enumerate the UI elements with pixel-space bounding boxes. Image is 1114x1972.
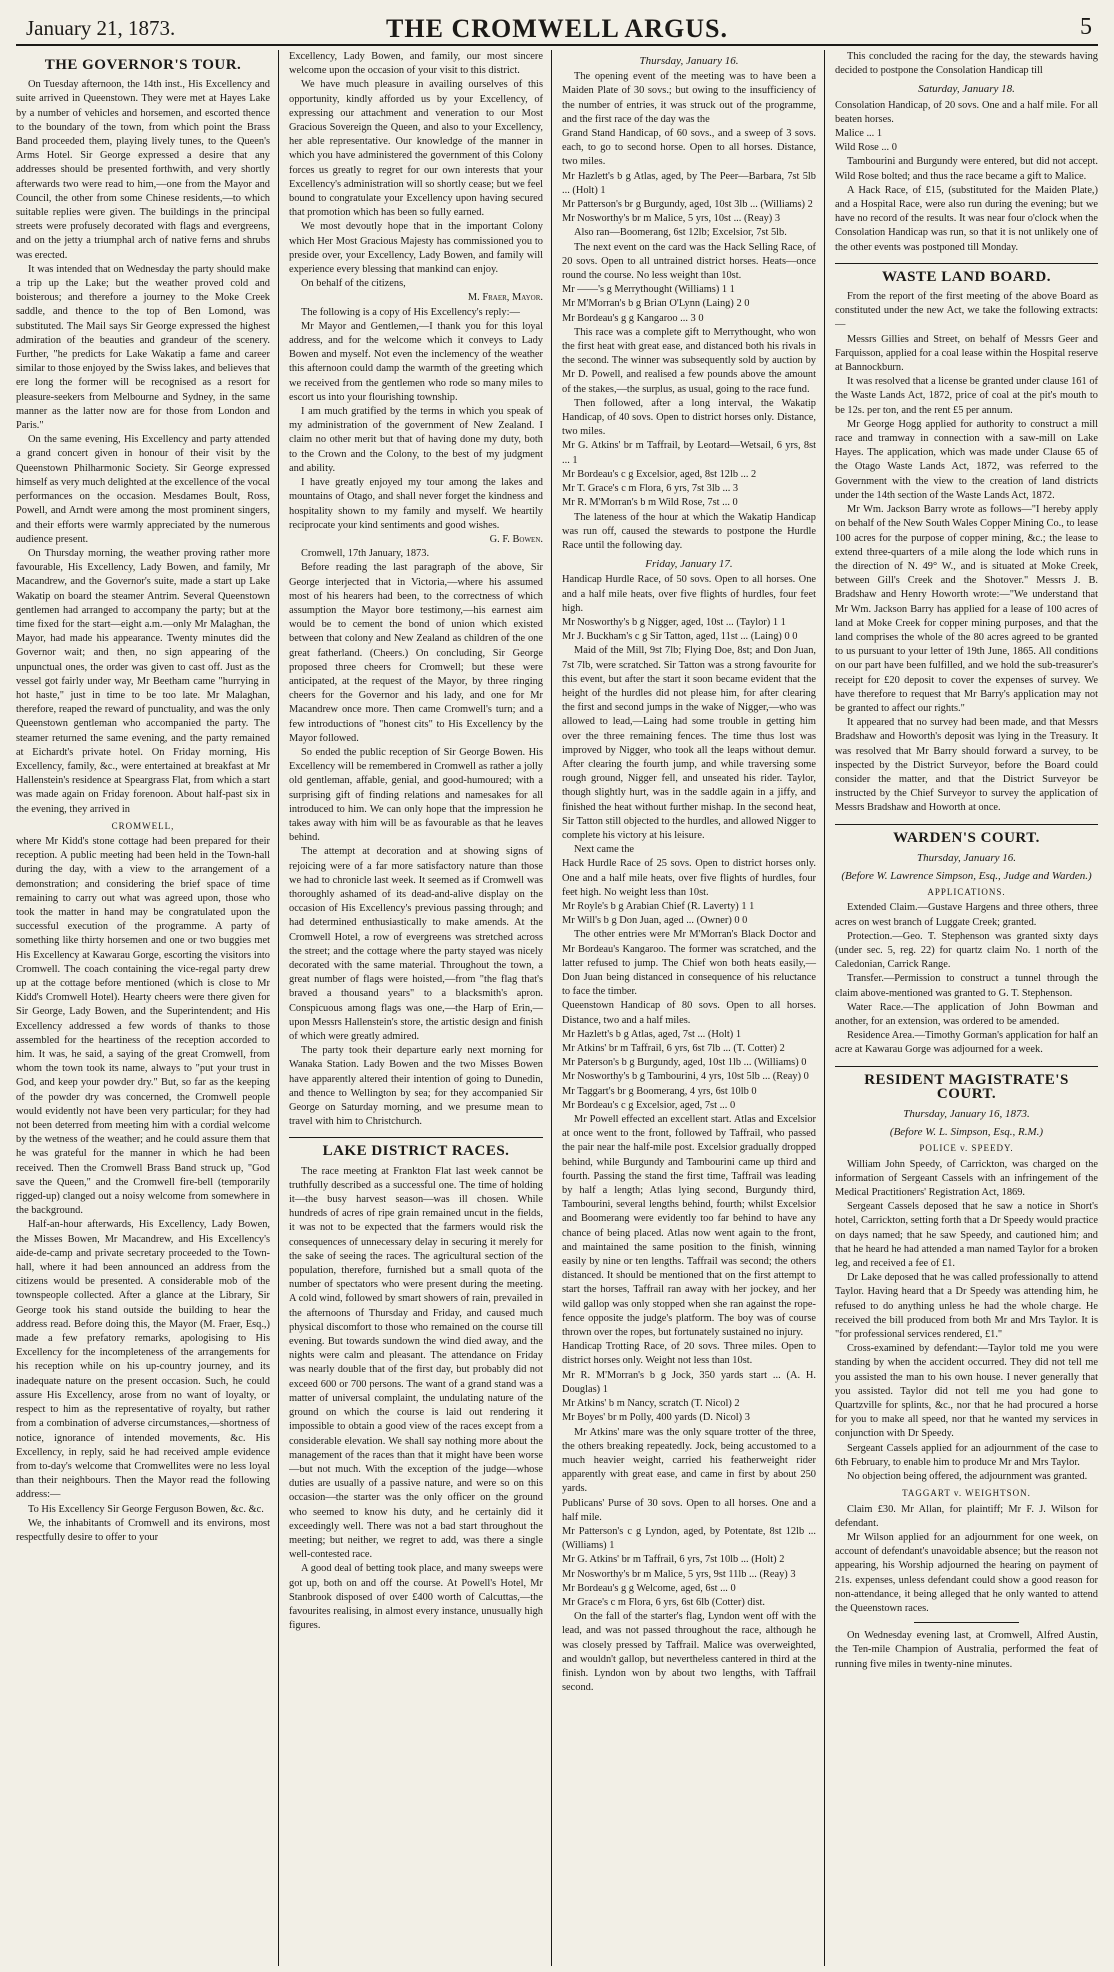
race-result: Mr Hazlett's b g Atlas, aged, 7st ... (Holt) 1 xyxy=(562,1028,742,1040)
paragraph: Mr Wilson applied for an adjournment for one week, on account of defendant's unavoidable absence; but the reason not appearing, his Worship adjourned the hearing on payment of 21s. expenses, unless defendant could show a good reason for non-attendance, it being alleged that he only wanted to attend the Queenstown races. xyxy=(835,1531,1098,1614)
race-result: Mr ——'s g Merrythought (Williams) 1 1 xyxy=(562,284,735,296)
paragraph: The opening event of the meeting was to have been a Maiden Plate of 30 sovs.; but owing to the insufficiency of the number of entries, it was struck out of the programme, and the first race of the day was the xyxy=(562,71,816,125)
masthead xyxy=(16,12,1098,46)
race-result: Mr Bordeau's g g Kangaroo ... 3 0 xyxy=(562,312,704,324)
article-columns xyxy=(16,50,1098,1966)
race-result: Mr Grace's c m Flora, 6 yrs, 6st 6lb (Cotter) dist. xyxy=(562,1596,766,1608)
paragraph: Handicap Trotting Race, of 20 sovs. Three miles. Open to district horses only. Weight not less than 10st. xyxy=(562,1341,816,1367)
paragraph: Sergeant Cassels deposed that he saw a notice in Short's hotel, Carrickton, setting forth that a Dr Speedy would practice on days named; that he saw Speedy, and cautioned him; and that he heard he had attended a man named Taylor for a broken leg, and received a fee of £1. xyxy=(835,1201,1098,1270)
paragraph: Mr Atkins' mare was the only square trotter of the three, the others breaking repeatedly. Jock, being accustomed to a much heavier weight, carried his featherweight rider apparently with great ease, and came in first by about 250 yards. xyxy=(562,1426,816,1495)
subheading-applications: APPLICATIONS. xyxy=(927,887,1006,898)
subheading-cromwell: CROMWELL, xyxy=(111,820,175,831)
paragraph: So ended the public reception of Sir George Bowen. His Excellency will be remembered in Cromwell as rather a jolly old gentleman, affable, genial, and good-humoured; with a surprising gift of finding relations and namesakes for all introduced to him. We can only hope that the impression he takes away with him will be as favourable as that he leaves behind. xyxy=(289,746,543,844)
case-title: POLICE v. SPEEDY. xyxy=(919,1143,1014,1154)
paragraph: Before reading the last paragraph of the above, Sir George interjected that in Victoria,—where his assumed most of his hearers had been, to the correctness of which assumption the Mayor bore testimony,—his earnest aim would be to cement the bond of union which existed between that colony and New Zealand as children of the one great fatherland. (Cheers.) On concluding, Sir George proposed three cheers for Cromwell; but these were anticipated, at the request of the Mayor, by three ringing cheers for the Governor and his lady, and one for Mr Macandrew once more. Then came Cromwell's turn; and a few introductions of "honest cits" to His Excellency by the Mayor followed. xyxy=(289,562,543,744)
paragraph: I am much gratified by the terms in which you speak of my administration of the government of New Zealand. I claim no other merit but that of having done my duty, both to the Crown and the Colony, to the best of my judgment and ability. xyxy=(289,406,543,474)
race-result: Mr Atkins' br m Taffrail, 6 yrs, 6st 7lb ... (T. Cotter) 2 xyxy=(562,1043,785,1055)
race-result: Mr Nosworthy's b g Nigger, aged, 10st ... (Taylor) 1 1 xyxy=(562,616,786,628)
race-result: Mr Nosworthy's br m Malice, 5 yrs, 10st ... (Reay) 3 xyxy=(562,213,781,225)
race-result: Mr Will's b g Don Juan, aged ... (Owner) 0 0 xyxy=(562,915,748,927)
signature: G. F. Bowen. xyxy=(489,533,543,545)
paragraph: Extended Claim.—Gustave Hargens and three others, three acres on west branch of Luggate Creek; granted. xyxy=(835,902,1098,928)
paragraph: Messrs Gillies and Street, on behalf of Messrs Geer and Farquisson, applied for a coal lease within the Hospital reserve at Bannockburn. xyxy=(835,333,1098,374)
race-result: Mr Atkins' b m Nancy, scratch (T. Nicol) 2 xyxy=(562,1398,740,1410)
race-result: Mr Bordeau's c g Excelsior, aged, 8st 12lb ... 2 xyxy=(562,468,757,480)
paragraph: On the same evening, His Excellency and party attended a grand concert given in honour of their visit by the Queenstown Philharmonic Society. Sir George expressed himself as very much delighted at the excellence of the vocal performances on the occasion. Mesdames Boult, Ross, Powell, and Arndt were among the most prominent singers, and their efforts were warmly appreciated by the numerous audience present. xyxy=(16,434,270,545)
paragraph: The lateness of the hour at which the Wakatip Handicap was run off, caused the stewards to postpone the Hurdle Race until the following day. xyxy=(562,511,816,551)
race-result: Wild Rose ... 0 xyxy=(835,142,897,154)
page-number: 5 xyxy=(1080,14,1092,40)
address-salutation: To His Excellency Sir George Ferguson Bowen, &c. &c. xyxy=(28,1503,264,1515)
paragraph: This race was a complete gift to Merrythought, who won the first heat with great ease, and distanced both his rivals in the second. The winner was subsequently sold by auction by Mr D. Powell, and realised a few pounds above the amount of the stakes,—the surplus, as usual, going to the race fund. xyxy=(562,326,816,395)
article-heading-governors-tour: THE GOVERNOR'S TOUR. xyxy=(44,57,242,73)
paragraph: The race meeting at Frankton Flat last week cannot be truthfully described as a successful one. The time of holding it—the busy harvest season—was ill chosen. While hundreds of acres of ripe grain remained uncut in the fields, it was not to be expected that the farmers would risk the consequences of unnecessary delay in securing it merely for the sake of seeing the races. The agricultural section of the population, therefore, furnished but a small quota of the number of spectators who were present during the meeting. A cold wind, followed by smart showers of rain, prevailed in the afternoons of Thursday and Friday, and caused much physical discomfort to those who remained on the course till evening. But towards sundown the wind died away, and the nights were calm and pleasant. The attendance on Friday was nearly double that of the first day, but probably did not exceed 600 or 700 persons. The want of a grand stand was a matter of universal complaint, the undulating nature of the ground on which the course is laid out rendering it impossible to obtain a good view of the races except from a considerable elevation. We shall say nothing more about the management of the races than that it might have been worse—but not much. With the exception of the judge—whose duties are usually of a passive nature, and were so on this occasion—the starter was the only officer on the ground who seemed to know his duty, and he certainly did it exceedingly well. There was not a bad start throughout the meeting; but neither, we regret to add, was there a single well-contested race. xyxy=(289,1165,543,1561)
paragraph: Queenstown Handicap of 80 sovs. Open to all horses. Distance, two and a half miles. xyxy=(562,1000,816,1026)
paragraph: On Wednesday evening last, at Cromwell, Alfred Austin, the Ten-mile Champion of Australia, performed the feat of running five miles in twenty-nine minutes. xyxy=(835,1630,1098,1670)
paragraph: Tambourini and Burgundy were entered, but did not accept. Wild Rose bolted; and thus the race became a gift to Malice. xyxy=(835,156,1098,182)
court-date: Thursday, January 16. xyxy=(917,851,1016,864)
race-day-heading: Saturday, January 18. xyxy=(918,83,1015,96)
paragraph: Hack Hurdle Race of 25 sovs. Open to district horses only. One and a half mile heats, over five flights of hurdles, four feet high. No weight less than 10st. xyxy=(562,858,816,898)
paragraph: It was intended that on Wednesday the party should make a trip up the Lake; but the weather proved cold and boisterous; and therefore a journey to the Moke Creek saddle, and thence to the top of Ben Lomond, was substituted. The Mail says Sir George expressed the highest admiration of the beauties and grandeur of the scenery. Further, "he predicts for Lake Wakatip a fame and career similar to those enjoyed by the Swiss lakes, and believes that ere long the former will be recognised as a resort for pleasure-seekers from Melbourne and Sydney, in the same manner as the latter now are for those from London and Paris." xyxy=(16,263,270,432)
article-heading-resident-magistrates-court: RESIDENT MAGISTRATE'S COURT. xyxy=(835,1066,1098,1101)
case-title: TAGGART v. WEIGHTSON. xyxy=(902,1488,1031,1499)
paragraph: Claim £30. Mr Allan, for plaintiff; Mr F. J. Wilson for defendant. xyxy=(835,1503,1098,1529)
paragraph: Cross-examined by defendant:—Taylor told me you were standing by when the accident occurred. They did not tell me you assisted the man to his own house. I never generally that you assisted. Taylor did not tell me you had gone to Quartzville for splints, &c., nor that he had procured a horse for you to make all speed, nor that he wanted my services in conjunction with Dr Speedy. xyxy=(835,1343,1098,1440)
race-result: Mr Nosworthy's b g Tambourini, 4 yrs, 10st 5lb ... (Reay) 0 xyxy=(562,1071,809,1083)
column-1 xyxy=(16,50,279,1966)
paragraph: Mr George Hogg applied for authority to construct a mill race and tramway in connection with a saw-mill on Lake Hayes. The application, which was made under Clause 65 of the Otago Waste Lands Act, 1872, was referred to the Government with the view to the creation of land districts under the 14th section of the Waste Lands Act, 1872. xyxy=(835,418,1098,501)
paragraph: On the fall of the starter's flag, Lyndon went off with the lead, and was not passed throughout the race, although he was closely pressed by Taffrail. Malice was overweighted, and wouldn't gallop, but nevertheless cantered in third at the finish. Lyndon won by about two lengths, with Taffrail second. xyxy=(562,1611,816,1694)
paragraph: This concluded the racing for the day, the stewards having decided to postpone the Consolation Handicap till xyxy=(835,51,1098,77)
paragraph: Half-an-hour afterwards, His Excellency, Lady Bowen, the Misses Bowen, Mr Macandrew, and His Excellency's aide-de-camp and private secretary proceeded to the Town-hall, where it had been announced an address from the citizens would be presented. A considerable mob of the townspeople collected. After a glance at the Library, Sir George took his stand outside the building to hear the address read. Before doing this, the Mayor (M. Fraer, Esq.,) made a few prefatory remarks, apologising to His Excellency for the incompleteness of the arrangements for his reception while on his up-country journey, and its inadequate nature on the present occasion. Such, he could assure His Excellency, arose from no want of loyalty, or respect to him as the representative of royalty, but rather from a combination of adverse circumstances,—shortness of notice, ignorance of intended movements, &c. His Excellency, in reply, said he had received ample evidence from to-day's welcome that Cromwellites were no less loyal than their neighbours. Then the Mayor read the following address:— xyxy=(16,1219,270,1501)
newspaper-title: THE CROMWELL ARGUS. xyxy=(386,14,728,43)
race-result: Mr Patterson's br g Burgundy, aged, 10st 3lb ... (Williams) 2 xyxy=(562,199,813,211)
paragraph: Protection.—Geo. T. Stephenson was granted sixty days (under sec. 5, reg. 22) for quartz claim No. 1 north of the Caledonian, Carrick Range. xyxy=(835,930,1098,971)
paragraph: No objection being offered, the adjournment was granted. xyxy=(847,1471,1088,1483)
paragraph: On behalf of the citizens, xyxy=(301,278,406,290)
paragraph: Water Race.—The application of John Bowman and another, for an extension, was ordered to be amended. xyxy=(835,1001,1098,1027)
paragraph: Residence Area.—Timothy Gorman's application for half an acre at Kawarau Gorge was adjourned for a week. xyxy=(835,1030,1098,1056)
race-result: Mr Hazlett's b g Atlas, aged, by The Peer—Barbara, 7st 5lb ... (Holt) 1 xyxy=(562,170,816,196)
paragraph: Transfer.—Permission to construct a tunnel through the claim above-mentioned was granted to G. T. Stephenson. xyxy=(835,973,1098,999)
court-presiding: (Before W. L. Simpson, Esq., R.M.) xyxy=(889,1126,1044,1139)
paragraph: Dr Lake deposed that he was called professionally to attend Taylor. Having heard that a Dr Speedy was attending him, he refused to do anything unless he had the whole charge. He received the bill produced from both Mr and Mrs Taylor. It is "for professional services rendered, £1." xyxy=(835,1272,1098,1341)
paragraph: It appeared that no survey had been made, and that Messrs Bradshaw and Howorth's deposit was lying in the Treasury. It was resolved that Mr Barry should forward a survey, to be inspected by the District Surveyor, before the Board could consider the matter, and that the District Surveyor be instructed by the Chief Surveyor to survey the application of Messrs Bradshaw and Howorth at once. xyxy=(835,717,1098,814)
race-result: Mr Boyes' br m Polly, 400 yards (D. Nicol) 3 xyxy=(562,1412,750,1424)
dateline: Cromwell, 17th January, 1873. xyxy=(301,548,430,560)
paragraph: From the report of the first meeting of the above Board as constituted under the new Act, we take the following extracts:— xyxy=(835,291,1098,331)
paragraph: Also ran—Boomerang, 6st 12lb; Excelsior, 7st 5lb. xyxy=(574,227,787,239)
race-result: Mr R. M'Morran's b g Jock, 350 yards start ... (A. H. Douglas) 1 xyxy=(562,1369,816,1395)
paragraph: Mr Mayor and Gentlemen,—I thank you for this loyal address, and for the welcome which it conveys to Lady Bowen and myself. Not even the inclemency of the weather this afternoon could damp the warmth of the greeting which we received from the gentlemen who rode so many miles to escort us into your flourishing township. xyxy=(289,320,543,403)
paragraph: The next event on the card was the Hack Selling Race, of 20 sovs. Open to all untrained district horses. Heats—once round the course. No less weight than 10st. xyxy=(562,241,816,282)
race-result: Mr Paterson's b g Burgundy, aged, 10st 1lb ... (Williams) 0 xyxy=(562,1057,807,1069)
paragraph: The attempt at decoration and at showing signs of rejoicing were of a far more satisfactory nature than those we had to chronicle last week. It seemed as if Cromwell was thoroughly ashamed of its dead-and-alive display on the occasion of His Excellency's previous passing through; and had determined enthusiastically to make amends. At the Cromwell Hotel, a row of evergreens was stretched across the street; and the cottage where the party stayed was nicely decorated with the same material. Throughout the town, a great number of flags were hoisted,—from "the flag that's braved a thousand years" to a blacksmith's apron. Conspicuous among flags was one,—the Harp of Erin,—upon Messrs Hallenstein's store, the artistic design and finish of which were greatly admired. xyxy=(289,846,543,1043)
paragraph: Mr Wm. Jackson Barry wrote as follows—"I hereby apply on behalf of the New South Wales Copper Mining Co., to lease 100 acres for the purpose of copper mining, &c.; the lease to extend three-quarters of a mile along the lode which runs in the direction of N. 49° W., and is situated at Moke Creek, between Gill's Creek and the Shotover." Messrs J. B. Bradshaw and Henry Howorth wrote:—"We understand that Mr Wm. Jackson Barry has applied for a lease of 100 acres of land at Moke Creek for copper mining purposes, and that the land comprises the whole of the 80 acres agreed to be granted to us pursuant to your letter of 19th June, 1865. All conditions on our part have been fulfilled, and we hold the sub-treasurer's receipt for £20 deposit to cover the expenses of survey. We have therefore to request that Mr Barry's application may not be granted to affect our rights." xyxy=(835,504,1098,714)
paragraph: I have greatly enjoyed my tour among the lakes and mountains of Otago, and shall never forget the kindness and hospitality shown to my family and myself. We heartily reciprocate your kind sentiments and good wishes. xyxy=(289,477,543,531)
race-result: Mr R. M'Morran's b m Wild Rose, 7st ... 0 xyxy=(562,497,738,509)
race-result: Mr M'Morran's b g Brian O'Lynn (Laing) 2 0 xyxy=(562,298,750,310)
race-result: Mr Patterson's c g Lyndon, aged, by Potentate, 8st 12lb ... (Williams) 1 xyxy=(562,1525,816,1552)
race-result: Mr T. Grace's c m Flora, 6 yrs, 7st 3lb ... 3 xyxy=(562,483,739,495)
paragraph: William John Speedy, of Carrickton, was charged on the information of Sergeant Cassels with an infringement of the Medical Practitioners' Registration Act, 1869. xyxy=(835,1158,1098,1199)
race-result: Malice ... 1 xyxy=(835,128,883,140)
article-heading-waste-land-board: WASTE LAND BOARD. xyxy=(835,263,1098,284)
race-result: Mr Bordeau's c g Excelsior, aged, 7st ... 0 xyxy=(562,1099,736,1111)
race-day-heading: Friday, January 17. xyxy=(645,558,733,571)
issue-date: January 21, 1873. xyxy=(26,16,176,40)
race-result: Mr Nosworthy's br m Malice, 5 yrs, 9st 11lb ... (Reay) 3 xyxy=(562,1568,796,1580)
column-2 xyxy=(289,50,552,1966)
paragraph: Sergeant Cassels applied for an adjournment of the case to 6th February, to enable him to produce Mr and Mrs Taylor. xyxy=(835,1442,1098,1468)
race-result: Mr Taggart's br g Boomerang, 4 yrs, 6st 10lb 0 xyxy=(562,1085,757,1097)
paragraph: The following is a copy of His Excellency's reply:— xyxy=(301,306,520,318)
race-result: Mr G. Atkins' br m Taffrail, 6 yrs, 7st 10lb ... (Holt) 2 xyxy=(562,1554,785,1566)
paragraph: Mr Powell effected an excellent start. Atlas and Excelsior at once went to the front, followed by Taffrail, who passed the pair near the half-mile post. Excelsior gradually dropped behind, while Burgundy and Tambourini came up third and fourth. Passing the stand the first time, Taffrail was leading by half a length; Atlas lying second, Burgundy third, Tambourini, several lengths behind, fourth; whilst Excelsior and Boomerang were evidently too far behind to have any chance of being placed. Atlas now went again to the front, and maintained the same position to the finish, winning easily by nine or ten lengths. Taffrail was second; the others distanced. It should be mentioned that on the first attempt to start the horses, Taffrail ran away with her jockey, and her wild gallop was only stopped when she ran against the rope-fence opposite the judge's platform. The boy was of course thrown over the ropes, but fortunately sustained no injury. xyxy=(562,1114,816,1339)
paragraph: The party took their departure early next morning for Wanaka Station. Lady Bowen and the two Misses Bowen have apparently altered their intention of going to Dunedin, and thence to Wellington by sea; for they accompanied Sir George on Saturday morning, and we presume mean to travel with him to Christchurch. xyxy=(289,1045,543,1128)
paragraph: Maid of the Mill, 9st 7lb; Flying Doe, 8st; and Don Juan, 7st 7lb, were scratched. Sir Tatton was a strong favourite for this event, but after the start it soon became evident that the height of the hurdles did not please him, for after clearing the first and second jumps in the wake of Nigger,—who was allowed to lead,—Laing had some trouble in getting him over the three remaining fences. The time thus lost was improved by Nigger, who took all the leaps without demur. After clearing the fourth jump, and while traversing some rough ground, Nigger fell, and unseated his rider. Taylor, though slightly hurt, was in the saddle again in a jiffy, and finished the heat without further mishap. In the second heat, Sir Tatton still objected to the hurdles, and allowed Nigger to complete his victory at his leisure. xyxy=(562,645,816,841)
race-result: Mr J. Buckham's c g Sir Tatton, aged, 11st ... (Laing) 0 0 xyxy=(562,631,798,643)
paragraph: Next came the xyxy=(574,844,635,856)
paragraph: We have much pleasure in availing ourselves of this opportunity, kindly afforded us by your Excellency, of expressing our attachment and veneration to our Most Gracious Sovereign the Queen, and also to your Excellency, her able representative. Our knowledge of the manner in which you have administered the government of this Colony forces us greatly to regret for our own interests that your Excellency's administration will so shortly cease; but we feel bound to congratulate your Excellency upon having secured that promotion which has been so fully earned. xyxy=(289,79,543,219)
divider xyxy=(914,1622,1019,1623)
article-heading-wardens-court: WARDEN'S COURT. xyxy=(835,824,1098,845)
paragraph: A Hack Race, of £15, (substituted for the Maiden Plate,) and a Hospital Race, were also run during the evening; but we have no record of the results. It was near four o'clock when the Consolation Handicap was run, so that it is not unlikely one of the other events was postponed till Monday. xyxy=(835,184,1098,253)
paragraph: Publicans' Purse of 30 sovs. Open to all horses. One and a half mile. xyxy=(562,1497,816,1523)
paragraph: On Thursday morning, the weather proving rather more favourable, His Excellency, Lady Bowen, and family, Mr Macandrew, and the Governor's suite, made a start up Lake Wakatip on board the steamer Antrim. Several Queenstown gentlemen had arranged to accompany the party; but at the time fixed for the start—eight a.m.—only Mr Malaghan, the Mayor, had made his appearance. Twenty minutes did the Governor wait; and then, no sign appearing of the unpunctual ones, the order was given to cast off. Just as the vessel got fairly under way, Mr Beetham came "hurrying in hot haste," just in time to be too late. Mr Malaghan, therefore, reaped the reward of punctuality, and was the only Queenstown gentleman who accompanied the party. The steamer returned the same evening, and the party remained at Eichardt's private hotel. On Friday morning, His Excellency, family, &c., were entertained at breakfast at Mr Hallenstein's residence at Speargrass Flat, from which a start was made again on Friday forenoon. About half-past six in the evening, they arrived in xyxy=(16,547,270,815)
court-presiding: (Before W. Lawrence Simpson, Esq., Judge and Warden.) xyxy=(841,869,1092,882)
paragraph: Consolation Handicap, of 20 sovs. One and a half mile. For all beaten horses. xyxy=(835,99,1098,125)
race-result: Mr Bordeau's g g Welcome, aged, 6st ... 0 xyxy=(562,1582,736,1594)
paragraph: We most devoutly hope that in the important Colony which Her Most Gracious Majesty has commissioned you to preside over, your Excellency, Lady Bowen, and family will experience every blessing that mankind can enjoy. xyxy=(289,221,543,276)
paragraph: Handicap Hurdle Race, of 50 sovs. Open to all horses. One and a half mile heats, over five flights of hurdles, four feet high. xyxy=(562,574,816,614)
paragraph: The other entries were Mr M'Morran's Black Doctor and Mr Bordeau's Kangaroo. The former was scratched, and the latter refused to jump. The Chief won both heats easily,—Don Juan being distanced in consequence of his reluctance to face the timber. xyxy=(562,929,816,998)
paragraph: Then followed, after a long interval, the Wakatip Handicap, of 40 sovs. Open to district horses only. Distance, two miles. xyxy=(562,397,816,438)
column-3 xyxy=(562,50,825,1966)
column-4 xyxy=(835,50,1098,1966)
article-heading-lake-district-races: LAKE DISTRICT RACES. xyxy=(289,1137,543,1158)
paragraph: Grand Stand Handicap, of 60 sovs., and a sweep of 3 sovs. each, to go to second horse. Open to all horses. Distance, two miles. xyxy=(562,128,816,168)
race-result: Mr Royle's b g Arabian Chief (R. Laverty) 1 1 xyxy=(562,900,755,912)
court-date: Thursday, January 16, 1873. xyxy=(903,1108,1030,1121)
paragraph: A good deal of betting took place, and many sweeps were got up, both on and off the course. At Powell's Hotel, Mr Stanbrook disposed of over £400 worth of Calcuttas,—the favourites realising, in almost every instance, unusually high figures. xyxy=(289,1563,543,1632)
race-day-heading: Thursday, January 16. xyxy=(639,55,739,67)
paragraph: We, the inhabitants of Cromwell and its environs, most respectfully desire to offer to your xyxy=(16,1517,270,1543)
paragraph: On Tuesday afternoon, the 14th inst., His Excellency and suite arrived in Queenstown. They were met at Hayes Lake by a number of vehicles and horsemen, and escorted thence to the boundary of the town, from which point the Brass Band proceeded them, playing lively tunes, to the Queen's Arms Hotel. Sir George expressed a desire that any addresses should be presented forthwith, and very shortly afterwards two were read to him,—one from the Mayor and Council, the other from some Chinese residents,—to which suitable replies were given. The buildings in the principal streets were profusely decorated with flags and evergreens, and on the jetty a triumphal arch of native ferns and shrubs was erected. xyxy=(16,79,270,261)
race-result: Mr G. Atkins' br m Taffrail, by Leotard—Wetsail, 6 yrs, 8st ... 1 xyxy=(562,440,816,466)
signature: M. Fraer, Mayor. xyxy=(467,292,543,304)
paragraph: where Mr Kidd's stone cottage had been prepared for their reception. A public meeting had been held in the Town-hall during the day, with a view to the arrangement of a demonstration; and considering the brief space of time remaining to carry out what was agreed upon, those who took the matter in hand may be congratulated upon the successful execution of the programme. A party of something like thirty horsemen and one or two buggies met His Excellency at Kawarau Gorge, escorting the visitors into Cromwell. The coach containing the vice-regal party drew up at the cottage before mentioned (which is close to Mr Kidd's Cromwell Hotel). Hearty cheers were there given for Sir George, Lady Bowen, and the Superintendent; and His Excellency addressed a few words of thanks to those assembled for the heartiness of the reception accorded to him. It was, he said, a saying of the great Cromwell, from whom the town took its name, always to "put your trust in God, and keep your powder dry." But, so far as the keeping of the powder dry was concerned, the Cromwell people would evidently not have been very particular; for they had not been deterred from meeting him with a cordial welcome by the wetness of the weather; and he could assure them that he was grateful for the manner in which he had been received. Then the Cromwell Brass Band struck up, "God save the Queen," and the Cromwell fire-bell (temporarily rigged-up) clanged out a noisy welcome from somewhere in the background. xyxy=(16,835,270,1217)
paragraph: Excellency, Lady Bowen, and family, our most sincere welcome upon the occasion of your visit to this district. xyxy=(289,51,543,77)
paragraph: It was resolved that a license be granted under clause 161 of the Waste Lands Act, 1872, price of coal at the pit's mouth to be 12s. per ton, and the rent £5 per annum. xyxy=(835,376,1098,416)
